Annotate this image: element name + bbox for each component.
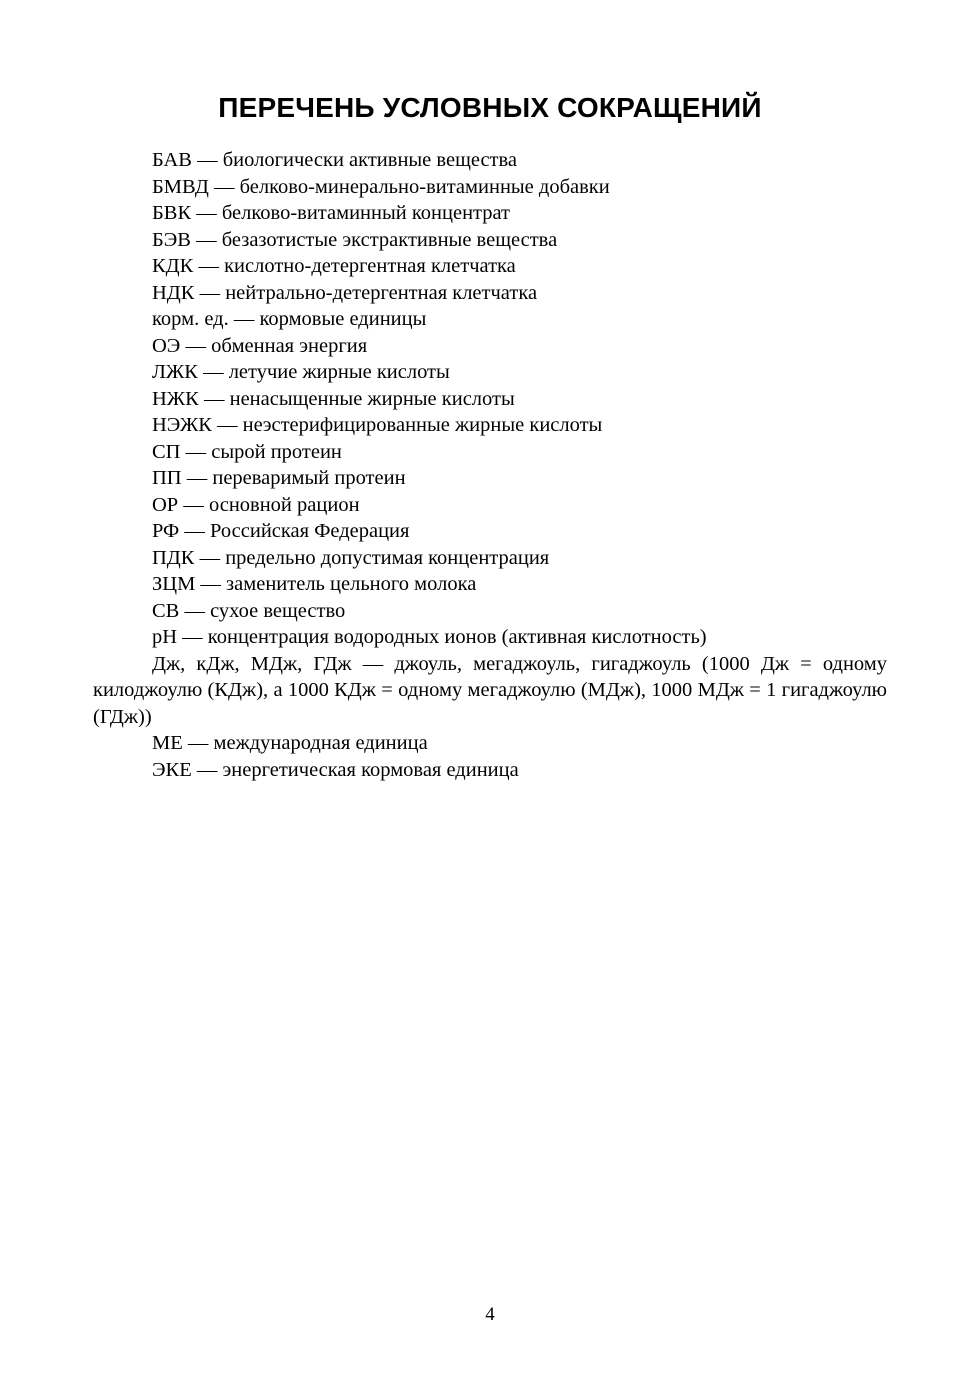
abbreviation-entry: ЗЦМ — заменитель цельного молока xyxy=(152,573,477,595)
abbreviation-entry: НДК — нейтрально-детергентная клетчатка xyxy=(152,281,538,304)
abbreviation-entry: ОЭ — обменная энергия xyxy=(152,334,368,357)
abbreviation-entry: БЭВ — безазотистые экстрактивные вещества xyxy=(152,228,558,251)
abbreviation-entry: ЭКЕ — энергетическая кормовая единица xyxy=(152,758,519,781)
abbreviation-entry: НЭЖК — неэстерифицированные жирные кислоты xyxy=(152,414,603,436)
abbreviation-entry: РФ — Российская Федерация xyxy=(152,520,410,542)
page-number: 4 xyxy=(485,1304,495,1325)
abbreviation-entry: СП — сырой протеин xyxy=(152,440,342,463)
abbreviation-entry: ПП — переваримый протеин xyxy=(152,467,406,489)
abbreviation-entry: БМВД — белково-минерально-витаминные добавки xyxy=(152,175,610,198)
abbreviation-entry: МЕ — международная единица xyxy=(152,732,428,754)
abbreviation-entry: ОР — основной рацион xyxy=(152,493,360,516)
abbreviation-entry: рН — концентрация водородных ионов (активная кислотность) xyxy=(152,626,707,648)
abbreviation-entry: НЖК — ненасыщенные жирные кислоты xyxy=(152,387,515,410)
abbreviation-entry: ЛЖК — летучие жирные кислоты xyxy=(152,361,450,383)
abbreviation-entry: ПДК — предельно допустимая концентрация xyxy=(152,546,550,569)
abbreviation-entry: СВ — сухое вещество xyxy=(152,599,346,622)
abbreviation-entry: корм. ед. — кормовые единицы xyxy=(152,308,427,330)
abbreviation-entry: БАВ — биологически активные вещества xyxy=(152,149,518,171)
page-title: ПЕРЕЧЕНЬ УСЛОВНЫХ СОКРАЩЕНИЙ xyxy=(218,92,762,123)
abbreviation-entry: КДК — кислотно-детергентная клетчатка xyxy=(152,255,516,277)
abbreviation-list xyxy=(93,147,887,783)
abbreviation-entry: Дж, кДж, МДж, ГДж — джоуль, мегаджоуль, гигаджоуль (1000 Дж = одному килоджоулю (КДж), а 1000 КДж = одному мегаджоулю (МДж), 1000 МДж = 1 гигаджоулю (ГДж)) xyxy=(93,652,887,728)
abbreviation-entry: БВК — белково-витаминный концентрат xyxy=(152,202,511,224)
